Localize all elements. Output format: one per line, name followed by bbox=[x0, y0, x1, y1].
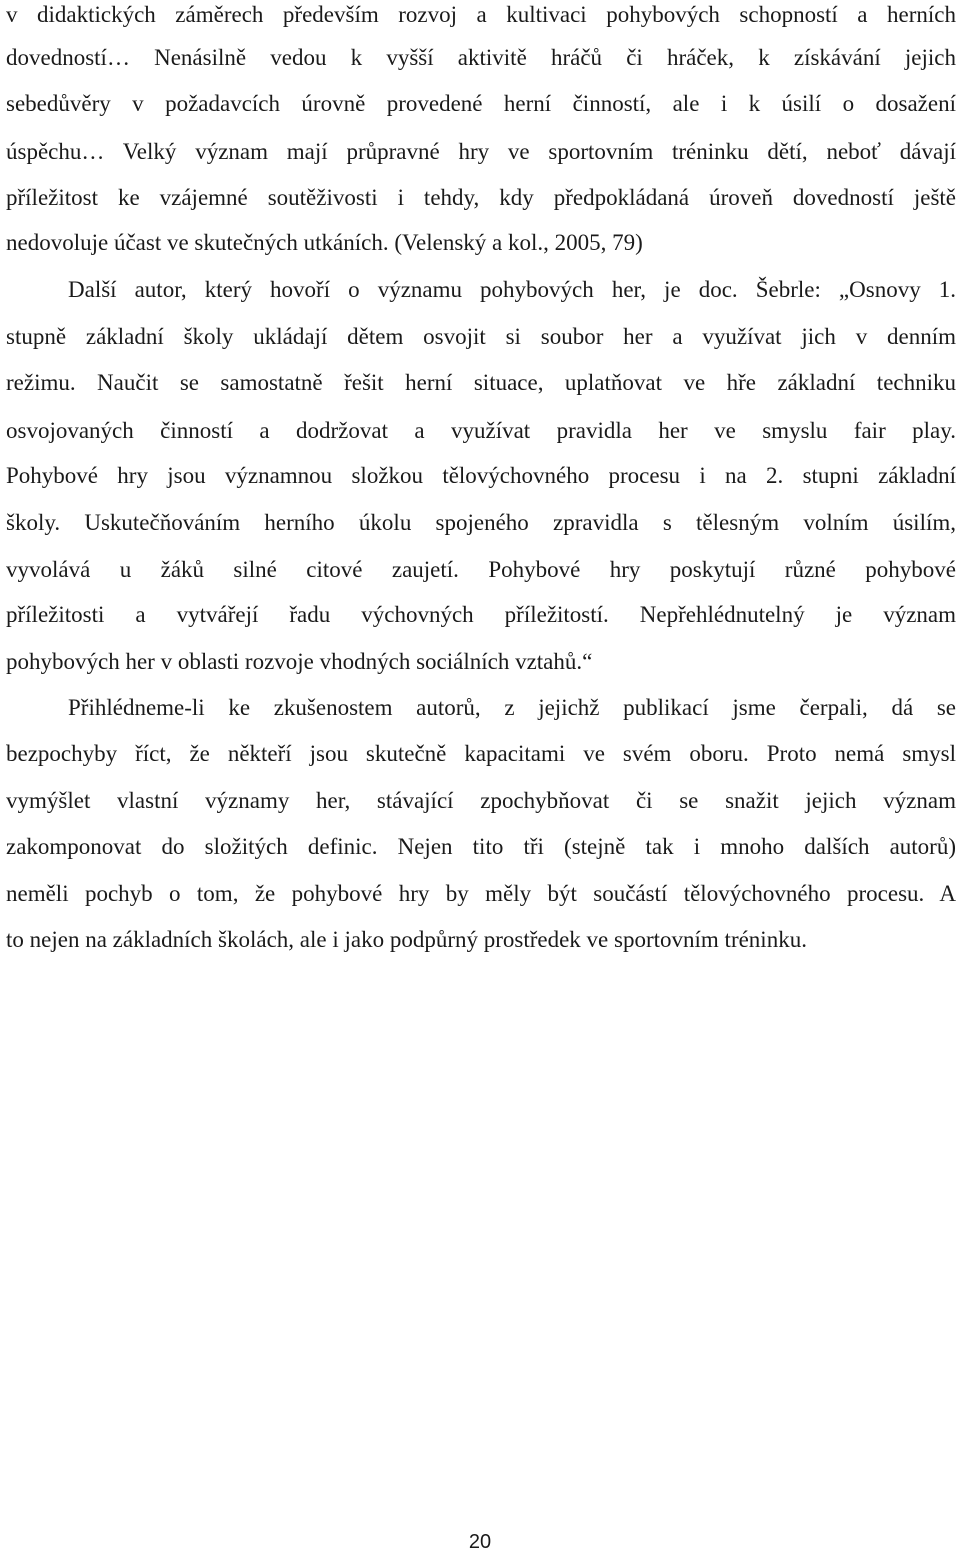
text-line: dovedností… Nenásilně vedou k vyšší aktivitě hráčů či hráček, k získávání jejich bbox=[6, 45, 956, 70]
text-line: osvojovaných činností a dodržovat a využívat pravidla her ve smyslu fair play. bbox=[6, 418, 956, 443]
text-line: pohybových her v oblasti rozvoje vhodných sociálních vztahů.“ bbox=[6, 649, 593, 674]
text-line: bezpochyby říct, že někteří jsou skutečně kapacitami ve svém oboru. Proto nemá smysl bbox=[6, 741, 956, 766]
text-line: vyvolává u žáků silné citové zaujetí. Pohybové hry poskytují různé pohybové bbox=[6, 557, 956, 582]
text-line: příležitosti a vytvářejí řadu výchovných příležitostí. Nepřehlédnutelný je význam bbox=[6, 602, 956, 627]
text-line: to nejen na základních školách, ale i jako podpůrný prostředek ve sportovním tréninku. bbox=[6, 927, 807, 952]
text-line: úspěchu… Velký význam mají průpravné hry ve sportovním tréninku dětí, neboť dávají bbox=[6, 139, 956, 164]
text-line: Pohybové hry jsou významnou složkou tělovýchovného procesu i na 2. stupni základní bbox=[6, 463, 956, 488]
text-line: nedovoluje účast ve skutečných utkáních. (Velenský a kol., 2005, 79) bbox=[6, 230, 643, 255]
text-line: Přihlédneme-li ke zkušenostem autorů, z jejichž publikací jsme čerpali, dá se bbox=[68, 695, 956, 720]
text-line: režimu. Naučit se samostatně řešit herní situace, uplatňovat ve hře základní techniku bbox=[6, 370, 956, 395]
text-line: zakomponovat do složitých definic. Nejen tito tři (stejně tak i mnoho dalších autorů) bbox=[6, 834, 956, 859]
text-line: stupně základní školy ukládají dětem osvojit si soubor her a využívat jich v denním bbox=[6, 324, 956, 349]
text-line: příležitost ke vzájemné soutěživosti i tehdy, kdy předpokládaná úroveň dovedností ještě bbox=[6, 185, 956, 210]
page-number: 20 bbox=[468, 1531, 492, 1553]
text-line: školy. Uskutečňováním herního úkolu spojeného zpravidla s tělesným volním úsilím, bbox=[6, 510, 956, 535]
text-line: Další autor, který hovoří o významu pohybových her, je doc. Šebrle: „Osnovy 1. bbox=[68, 277, 956, 302]
text-line: vymýšlet vlastní významy her, stávající zpochybňovat či se snažit jejich význam bbox=[6, 788, 956, 813]
text-line: sebedůvěry v požadavcích úrovně provedené herní činností, ale i k úsilí o dosažení bbox=[6, 91, 956, 116]
text-line: v didaktických záměrech především rozvoj a kultivaci pohybových schopností a herních bbox=[6, 2, 956, 27]
text-line: neměli pochyb o tom, že pohybové hry by měly být součástí tělovýchovného procesu. A bbox=[6, 881, 956, 906]
